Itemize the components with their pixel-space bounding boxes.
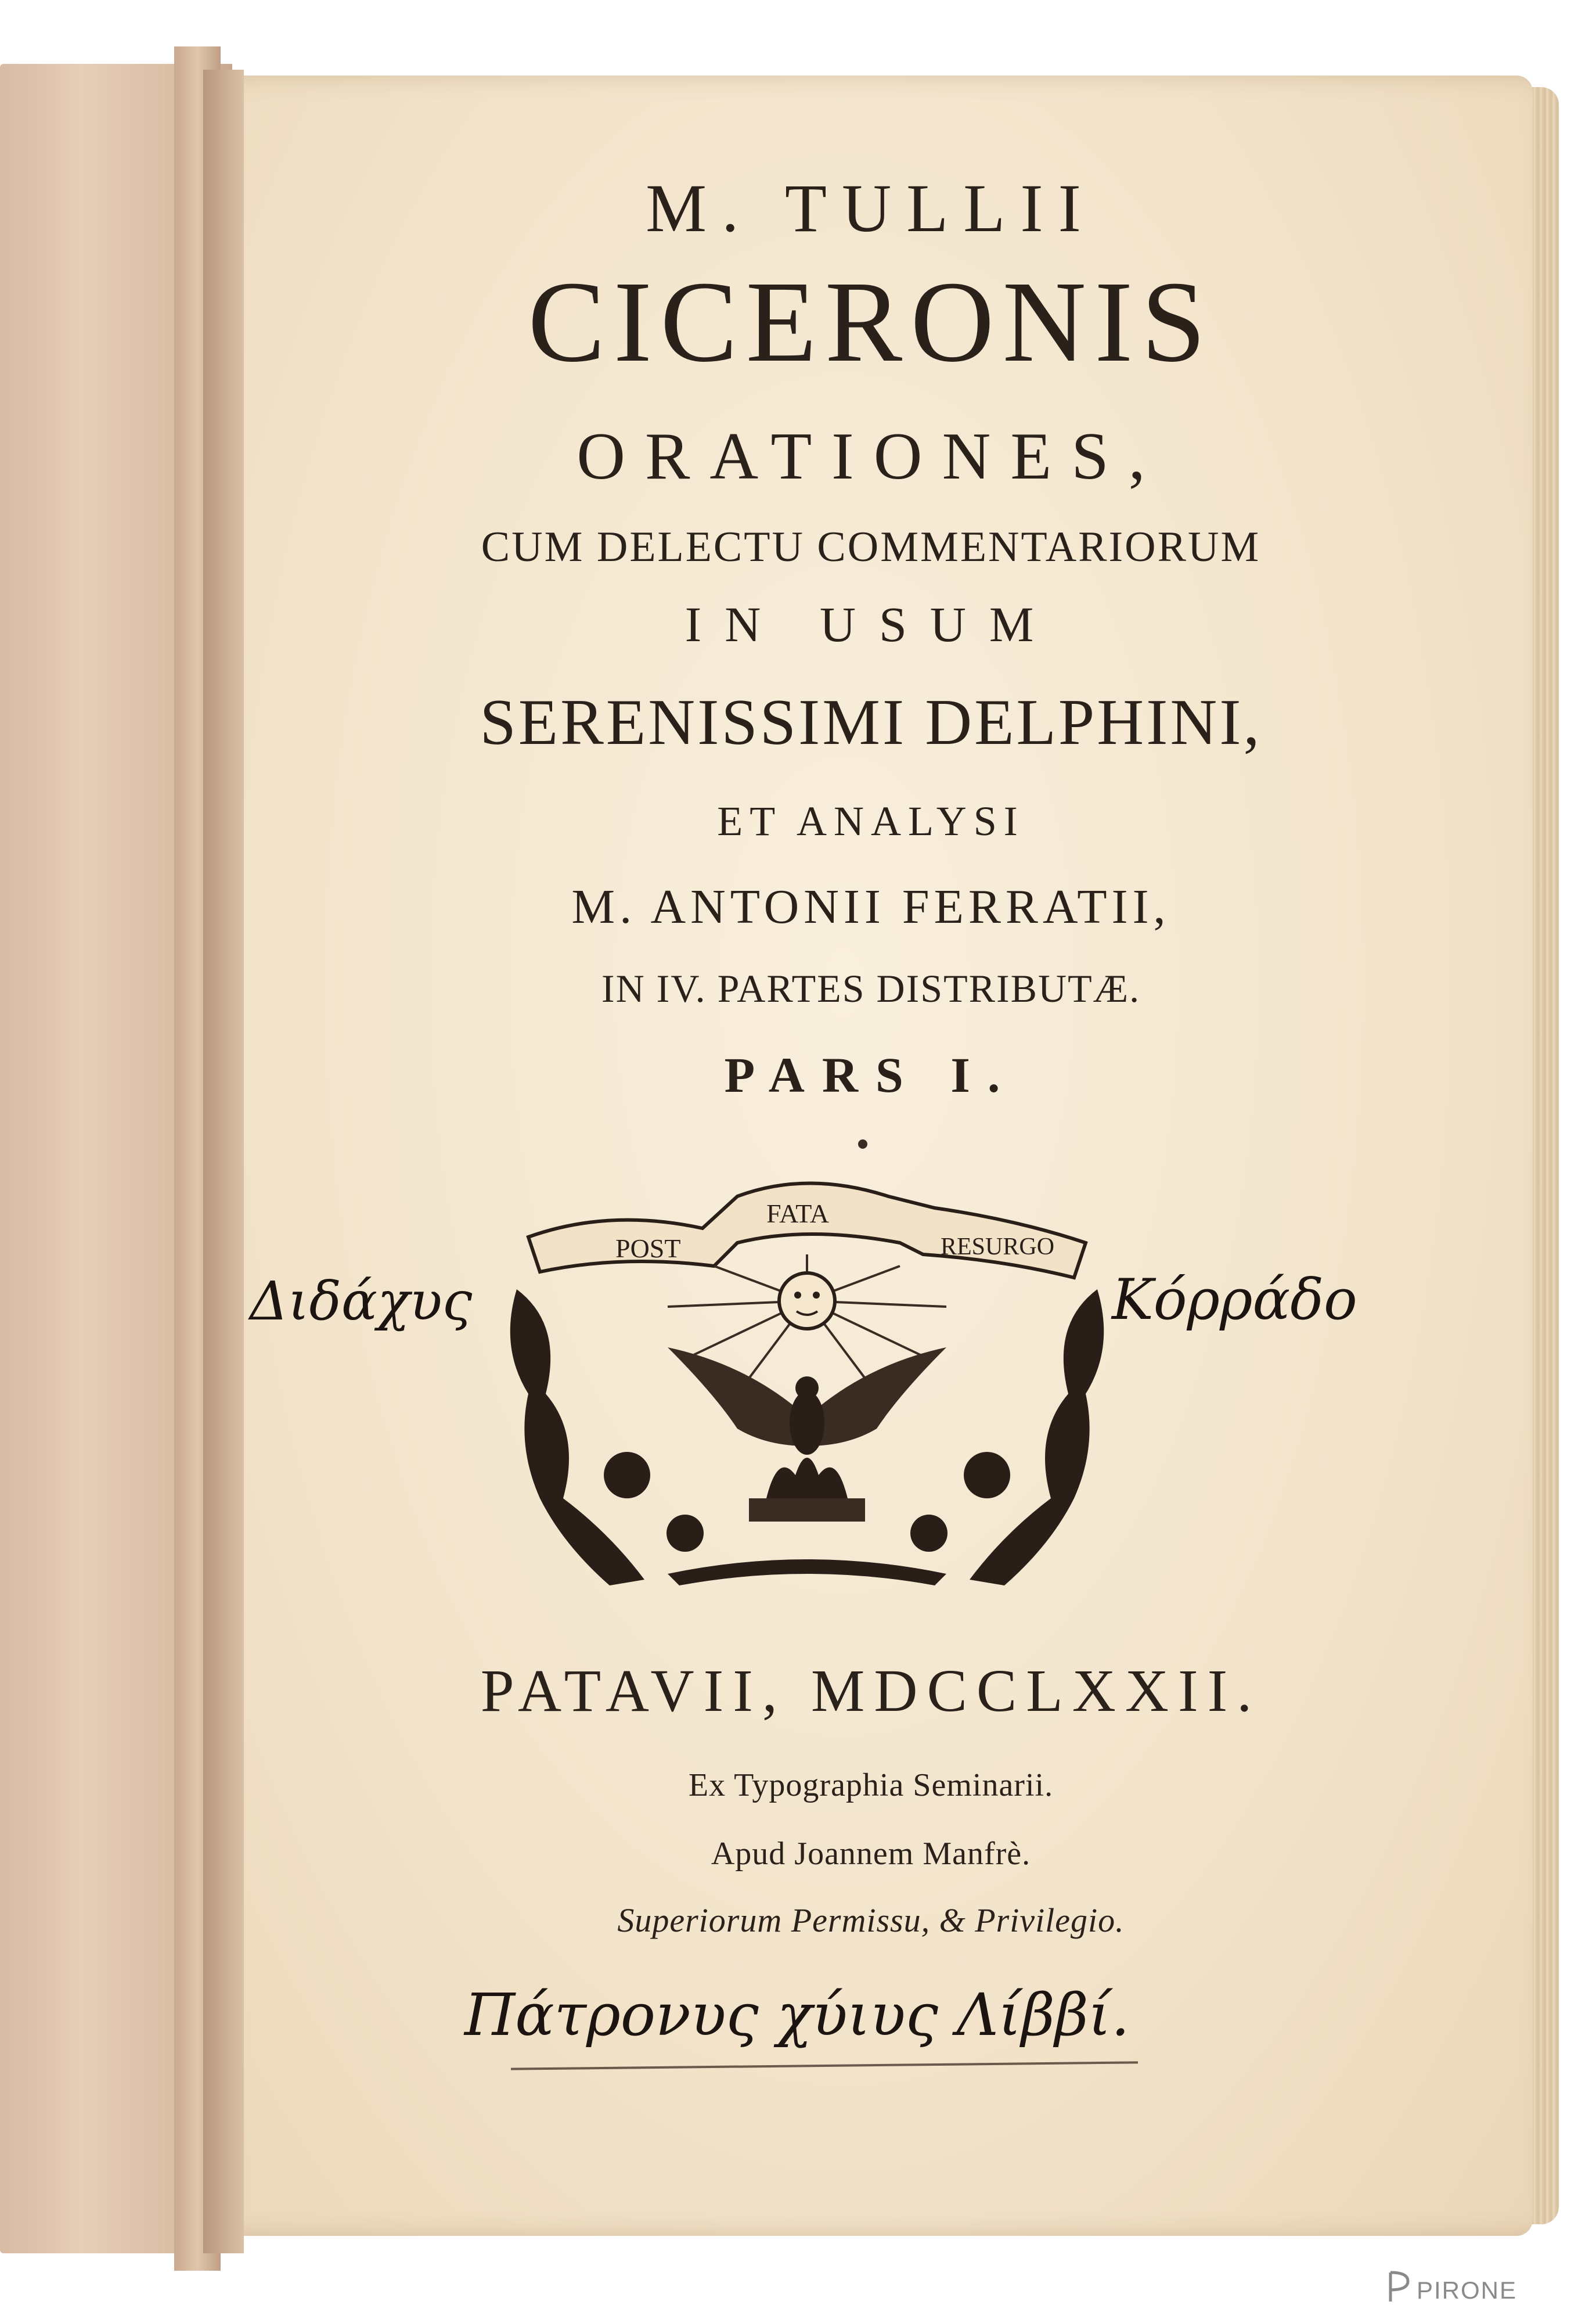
phoenix-icon bbox=[668, 1347, 946, 1455]
author-name: CICERONIS bbox=[528, 258, 1214, 386]
motto-left: POST bbox=[615, 1234, 681, 1263]
parts-note: IN IV. PARTES DISTRIBUTÆ. bbox=[601, 966, 1141, 1011]
subtitle-commentary: CUM DELECTU COMMENTARIORUM bbox=[481, 523, 1261, 571]
subtitle-analysi: ET ANALYSI bbox=[717, 798, 1025, 844]
handwritten-note-right: Κόρράδο bbox=[1112, 1267, 1357, 1332]
imprint-printer: Ex Typographia Seminarii. bbox=[688, 1767, 1054, 1803]
flames-icon bbox=[749, 1458, 865, 1522]
pirone-logo-icon bbox=[1385, 2270, 1414, 2304]
editor-name: M. ANTONII FERRATII, bbox=[571, 880, 1170, 934]
handwritten-note-bottom: Πάτρονυς χύιυς Λίββί. bbox=[464, 1981, 1130, 2049]
imprint-privilege: Superiorum Permissu, & Privilegio. bbox=[617, 1901, 1125, 1939]
watermark-text: PIRONE bbox=[1417, 2277, 1518, 2304]
work-title: ORATIONES, bbox=[577, 419, 1165, 494]
author-praenomen: M. TULLII bbox=[646, 170, 1096, 246]
sun-face-icon bbox=[779, 1273, 835, 1329]
volume-number: PARS I. bbox=[724, 1047, 1018, 1103]
printer-device-vignette bbox=[493, 1173, 1121, 1591]
imprint-seller: Apud Joannem Manfrè. bbox=[711, 1836, 1031, 1872]
subtitle-in-usum: IN USUM bbox=[684, 596, 1057, 652]
ornament-dot bbox=[858, 1139, 867, 1149]
imprint-place-date: PATAVII, MDCCLXXII. bbox=[480, 1657, 1262, 1724]
motto-right: RESURGO bbox=[941, 1234, 1055, 1260]
gutter-shadow bbox=[203, 70, 244, 2253]
subtitle-delphini: SERENISSIMI DELPHINI, bbox=[480, 686, 1262, 758]
motto-middle: FATA bbox=[766, 1199, 829, 1228]
handwritten-note-left: Διδάχυς bbox=[250, 1270, 473, 1332]
